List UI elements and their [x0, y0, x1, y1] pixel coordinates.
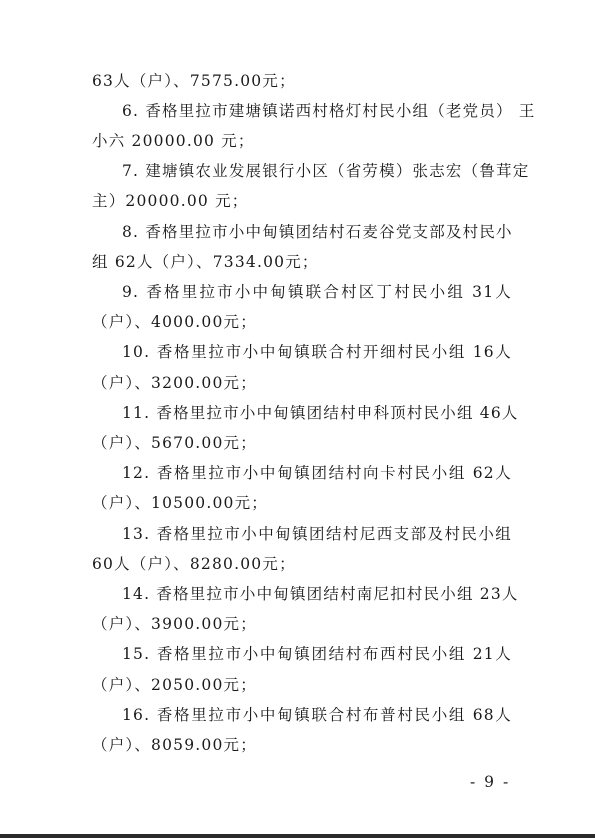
text-line: 10. 香格里拉市小中甸镇联合村开细村民小组 16人 — [122, 343, 512, 361]
text-line: （户）、3200.00元； — [92, 374, 257, 392]
text-line: （户）、4000.00元； — [92, 313, 257, 331]
text-line: （户）、5670.00元； — [92, 434, 257, 452]
text-line: 16. 香格里拉市小中甸镇联合村布普村民小组 68人 — [122, 706, 512, 724]
text-line: 12. 香格里拉市小中甸镇团结村向卡村民小组 62人 — [122, 464, 512, 482]
text-line: 13. 香格里拉市小中甸镇团结村尼西支部及村民小组 — [122, 525, 512, 543]
text-line: （户）、3900.00元； — [92, 615, 257, 633]
text-line: 8. 香格里拉市小中甸镇团结村石麦谷党支部及村民小 — [122, 223, 513, 241]
text-line: 14. 香格里拉市小中甸镇团结村南尼扣村民小组 23人 — [122, 585, 519, 603]
text-line: 组 62人（户）、7334.00元； — [92, 253, 319, 271]
scan-bottom-edge — [0, 834, 595, 838]
text-line: 7. 建塘镇农业发展银行小区（省劳模）张志宏（鲁茸定 — [122, 162, 530, 180]
text-line: 主）20000.00 元； — [92, 192, 249, 210]
text-line: （户）、2050.00元； — [92, 676, 257, 694]
text-line: 15. 香格里拉市小中甸镇团结村布西村民小组 21人 — [122, 645, 512, 663]
text-line: 63人（户）、7575.00元； — [92, 72, 296, 90]
text-line: 60人（户）、8280.00元； — [92, 555, 296, 573]
text-line: 9. 香格里拉市小中甸镇联合村区丁村民小组 31人 — [122, 283, 512, 301]
page-number: - 9 - — [470, 773, 511, 791]
text-line: （户）、10500.00元； — [92, 494, 269, 512]
text-line: 6. 香格里拉市建塘镇诺西村格灯村民小组（老党员） 王 — [122, 102, 536, 120]
text-line: 小六 20000.00 元； — [92, 132, 255, 150]
text-line: （户）、8059.00元； — [92, 736, 257, 754]
text-line: 11. 香格里拉市小中甸镇团结村申科顶村民小组 46人 — [122, 404, 519, 422]
